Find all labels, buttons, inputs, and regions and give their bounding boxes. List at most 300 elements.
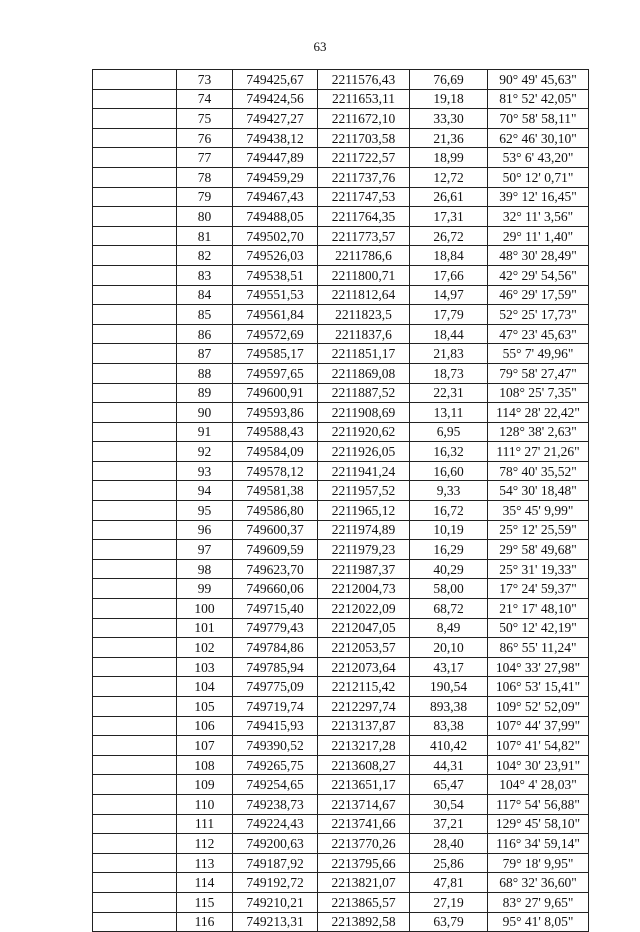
empty-cell xyxy=(93,324,177,344)
x-coordinate-cell: 749213,31 xyxy=(233,912,318,932)
x-coordinate-cell: 749192,72 xyxy=(233,873,318,893)
y-coordinate-cell: 2213865,57 xyxy=(318,892,410,912)
x-coordinate-cell: 749467,43 xyxy=(233,187,318,207)
direction-angle-cell: 106° 53' 15,41" xyxy=(488,677,589,697)
direction-angle-cell: 79° 18' 9,95" xyxy=(488,853,589,873)
direction-angle-cell: 21° 17' 48,10" xyxy=(488,599,589,619)
empty-cell xyxy=(93,912,177,932)
y-coordinate-cell: 2211703,58 xyxy=(318,128,410,148)
table-row xyxy=(93,775,589,795)
direction-angle-cell: 128° 38' 2,63" xyxy=(488,422,589,442)
table-row xyxy=(93,892,589,912)
distance-cell: 37,21 xyxy=(410,814,488,834)
point-number-cell: 112 xyxy=(177,834,233,854)
y-coordinate-cell: 2211764,35 xyxy=(318,207,410,227)
direction-angle-cell: 104° 30' 23,91" xyxy=(488,755,589,775)
empty-cell xyxy=(93,599,177,619)
point-number-cell: 73 xyxy=(177,70,233,90)
table-row xyxy=(93,148,589,168)
point-number-cell: 93 xyxy=(177,461,233,481)
empty-cell xyxy=(93,226,177,246)
table-row xyxy=(93,265,589,285)
y-coordinate-cell: 2212022,09 xyxy=(318,599,410,619)
y-coordinate-cell: 2211800,71 xyxy=(318,265,410,285)
point-number-cell: 81 xyxy=(177,226,233,246)
x-coordinate-cell: 749425,67 xyxy=(233,70,318,90)
empty-cell xyxy=(93,775,177,795)
direction-angle-cell: 111° 27' 21,26" xyxy=(488,442,589,462)
empty-cell xyxy=(93,716,177,736)
distance-cell: 28,40 xyxy=(410,834,488,854)
distance-cell: 12,72 xyxy=(410,167,488,187)
direction-angle-cell: 32° 11' 3,56" xyxy=(488,207,589,227)
empty-cell xyxy=(93,305,177,325)
distance-cell: 21,83 xyxy=(410,344,488,364)
point-number-cell: 79 xyxy=(177,187,233,207)
point-number-cell: 106 xyxy=(177,716,233,736)
point-number-cell: 86 xyxy=(177,324,233,344)
table-row xyxy=(93,324,589,344)
direction-angle-cell: 78° 40' 35,52" xyxy=(488,461,589,481)
distance-cell: 44,31 xyxy=(410,755,488,775)
x-coordinate-cell: 749488,05 xyxy=(233,207,318,227)
distance-cell: 58,00 xyxy=(410,579,488,599)
table-row xyxy=(93,540,589,560)
empty-cell xyxy=(93,755,177,775)
point-number-cell: 95 xyxy=(177,501,233,521)
direction-angle-cell: 39° 12' 16,45" xyxy=(488,187,589,207)
x-coordinate-cell: 749785,94 xyxy=(233,657,318,677)
direction-angle-cell: 25° 12' 25,59" xyxy=(488,520,589,540)
point-number-cell: 91 xyxy=(177,422,233,442)
table-row xyxy=(93,461,589,481)
empty-cell xyxy=(93,520,177,540)
distance-cell: 22,31 xyxy=(410,383,488,403)
empty-cell xyxy=(93,657,177,677)
x-coordinate-cell: 749210,21 xyxy=(233,892,318,912)
x-coordinate-cell: 749415,93 xyxy=(233,716,318,736)
empty-cell xyxy=(93,187,177,207)
y-coordinate-cell: 2211941,24 xyxy=(318,461,410,481)
point-number-cell: 96 xyxy=(177,520,233,540)
table-row xyxy=(93,305,589,325)
point-number-cell: 109 xyxy=(177,775,233,795)
direction-angle-cell: 108° 25' 7,35" xyxy=(488,383,589,403)
direction-angle-cell: 50° 12' 42,19" xyxy=(488,618,589,638)
point-number-cell: 74 xyxy=(177,89,233,109)
y-coordinate-cell: 2211987,37 xyxy=(318,559,410,579)
table-row xyxy=(93,226,589,246)
distance-cell: 26,61 xyxy=(410,187,488,207)
table-row xyxy=(93,207,589,227)
direction-angle-cell: 114° 28' 22,42" xyxy=(488,403,589,423)
x-coordinate-cell: 749254,65 xyxy=(233,775,318,795)
table-row xyxy=(93,363,589,383)
point-number-cell: 104 xyxy=(177,677,233,697)
distance-cell: 33,30 xyxy=(410,109,488,129)
table-row xyxy=(93,109,589,129)
direction-angle-cell: 54° 30' 18,48" xyxy=(488,481,589,501)
point-number-cell: 105 xyxy=(177,697,233,717)
empty-cell xyxy=(93,109,177,129)
x-coordinate-cell: 749660,06 xyxy=(233,579,318,599)
distance-cell: 18,73 xyxy=(410,363,488,383)
point-number-cell: 78 xyxy=(177,167,233,187)
x-coordinate-cell: 749561,84 xyxy=(233,305,318,325)
distance-cell: 26,72 xyxy=(410,226,488,246)
point-number-cell: 92 xyxy=(177,442,233,462)
point-number-cell: 82 xyxy=(177,246,233,266)
empty-cell xyxy=(93,461,177,481)
distance-cell: 14,97 xyxy=(410,285,488,305)
point-number-cell: 77 xyxy=(177,148,233,168)
point-number-cell: 101 xyxy=(177,618,233,638)
table-row xyxy=(93,246,589,266)
empty-cell xyxy=(93,265,177,285)
x-coordinate-cell: 749551,53 xyxy=(233,285,318,305)
table-row xyxy=(93,912,589,932)
empty-cell xyxy=(93,697,177,717)
table-row xyxy=(93,697,589,717)
page-number: 63 xyxy=(313,39,327,54)
distance-cell: 40,29 xyxy=(410,559,488,579)
point-number-cell: 76 xyxy=(177,128,233,148)
table-row xyxy=(93,442,589,462)
table-row xyxy=(93,344,589,364)
direction-angle-cell: 29° 58' 49,68" xyxy=(488,540,589,560)
y-coordinate-cell: 2213651,17 xyxy=(318,775,410,795)
y-coordinate-cell: 2211737,76 xyxy=(318,167,410,187)
table-row xyxy=(93,481,589,501)
empty-cell xyxy=(93,128,177,148)
table-row xyxy=(93,638,589,658)
distance-cell: 16,32 xyxy=(410,442,488,462)
y-coordinate-cell: 2213770,26 xyxy=(318,834,410,854)
point-number-cell: 88 xyxy=(177,363,233,383)
empty-cell xyxy=(93,442,177,462)
direction-angle-cell: 116° 34' 59,14" xyxy=(488,834,589,854)
distance-cell: 76,69 xyxy=(410,70,488,90)
y-coordinate-cell: 2211979,23 xyxy=(318,540,410,560)
distance-cell: 17,31 xyxy=(410,207,488,227)
direction-angle-cell: 104° 33' 27,98" xyxy=(488,657,589,677)
distance-cell: 10,19 xyxy=(410,520,488,540)
empty-cell xyxy=(93,363,177,383)
empty-cell xyxy=(93,422,177,442)
distance-cell: 16,72 xyxy=(410,501,488,521)
distance-cell: 65,47 xyxy=(410,775,488,795)
direction-angle-cell: 52° 25' 17,73" xyxy=(488,305,589,325)
point-number-cell: 100 xyxy=(177,599,233,619)
y-coordinate-cell: 2213137,87 xyxy=(318,716,410,736)
point-number-cell: 85 xyxy=(177,305,233,325)
y-coordinate-cell: 2211773,57 xyxy=(318,226,410,246)
y-coordinate-cell: 2213795,66 xyxy=(318,853,410,873)
y-coordinate-cell: 2213608,27 xyxy=(318,755,410,775)
y-coordinate-cell: 2211722,57 xyxy=(318,148,410,168)
direction-angle-cell: 129° 45' 58,10" xyxy=(488,814,589,834)
x-coordinate-cell: 749438,12 xyxy=(233,128,318,148)
point-number-cell: 89 xyxy=(177,383,233,403)
empty-cell xyxy=(93,70,177,90)
distance-cell: 16,29 xyxy=(410,540,488,560)
table-row xyxy=(93,89,589,109)
empty-cell xyxy=(93,814,177,834)
empty-cell xyxy=(93,246,177,266)
coordinates-table xyxy=(92,69,589,932)
distance-cell: 6,95 xyxy=(410,422,488,442)
point-number-cell: 99 xyxy=(177,579,233,599)
direction-angle-cell: 109° 52' 52,09" xyxy=(488,697,589,717)
distance-cell: 16,60 xyxy=(410,461,488,481)
point-number-cell: 110 xyxy=(177,794,233,814)
table-row xyxy=(93,677,589,697)
direction-angle-cell: 70° 58' 58,11" xyxy=(488,109,589,129)
distance-cell: 63,79 xyxy=(410,912,488,932)
direction-angle-cell: 29° 11' 1,40" xyxy=(488,226,589,246)
point-number-cell: 80 xyxy=(177,207,233,227)
point-number-cell: 98 xyxy=(177,559,233,579)
point-number-cell: 115 xyxy=(177,892,233,912)
empty-cell xyxy=(93,403,177,423)
empty-cell xyxy=(93,892,177,912)
table-row xyxy=(93,501,589,521)
table-row xyxy=(93,853,589,873)
direction-angle-cell: 107° 44' 37,99" xyxy=(488,716,589,736)
point-number-cell: 90 xyxy=(177,403,233,423)
x-coordinate-cell: 749502,70 xyxy=(233,226,318,246)
distance-cell: 43,17 xyxy=(410,657,488,677)
y-coordinate-cell: 2212004,73 xyxy=(318,579,410,599)
x-coordinate-cell: 749390,52 xyxy=(233,736,318,756)
point-number-cell: 84 xyxy=(177,285,233,305)
table-row xyxy=(93,755,589,775)
y-coordinate-cell: 2211837,6 xyxy=(318,324,410,344)
empty-cell xyxy=(93,736,177,756)
table-row xyxy=(93,403,589,423)
x-coordinate-cell: 749265,75 xyxy=(233,755,318,775)
x-coordinate-cell: 749784,86 xyxy=(233,638,318,658)
x-coordinate-cell: 749719,74 xyxy=(233,697,318,717)
y-coordinate-cell: 2212115,42 xyxy=(318,677,410,697)
table-row xyxy=(93,736,589,756)
direction-angle-cell: 90° 49' 45,63" xyxy=(488,70,589,90)
table-row xyxy=(93,873,589,893)
table-row xyxy=(93,794,589,814)
distance-cell: 25,86 xyxy=(410,853,488,873)
empty-cell xyxy=(93,677,177,697)
distance-cell: 18,44 xyxy=(410,324,488,344)
y-coordinate-cell: 2211823,5 xyxy=(318,305,410,325)
point-number-cell: 114 xyxy=(177,873,233,893)
point-number-cell: 94 xyxy=(177,481,233,501)
empty-cell xyxy=(93,501,177,521)
y-coordinate-cell: 2211965,12 xyxy=(318,501,410,521)
distance-cell: 190,54 xyxy=(410,677,488,697)
y-coordinate-cell: 2211672,10 xyxy=(318,109,410,129)
y-coordinate-cell: 2211887,52 xyxy=(318,383,410,403)
x-coordinate-cell: 749779,43 xyxy=(233,618,318,638)
empty-cell xyxy=(93,834,177,854)
distance-cell: 9,33 xyxy=(410,481,488,501)
x-coordinate-cell: 749200,63 xyxy=(233,834,318,854)
x-coordinate-cell: 749715,40 xyxy=(233,599,318,619)
distance-cell: 19,18 xyxy=(410,89,488,109)
y-coordinate-cell: 2211908,69 xyxy=(318,403,410,423)
y-coordinate-cell: 2213821,07 xyxy=(318,873,410,893)
y-coordinate-cell: 2213741,66 xyxy=(318,814,410,834)
direction-angle-cell: 107° 41' 54,82" xyxy=(488,736,589,756)
empty-cell xyxy=(93,285,177,305)
x-coordinate-cell: 749578,12 xyxy=(233,461,318,481)
x-coordinate-cell: 749538,51 xyxy=(233,265,318,285)
y-coordinate-cell: 2211851,17 xyxy=(318,344,410,364)
empty-cell xyxy=(93,148,177,168)
x-coordinate-cell: 749459,29 xyxy=(233,167,318,187)
direction-angle-cell: 68° 32' 36,60" xyxy=(488,873,589,893)
distance-cell: 21,36 xyxy=(410,128,488,148)
table-row xyxy=(93,716,589,736)
coordinates-table-body xyxy=(93,70,589,932)
x-coordinate-cell: 749526,03 xyxy=(233,246,318,266)
table-row xyxy=(93,70,589,90)
x-coordinate-cell: 749584,09 xyxy=(233,442,318,462)
x-coordinate-cell: 749187,92 xyxy=(233,853,318,873)
direction-angle-cell: 104° 4' 28,03" xyxy=(488,775,589,795)
y-coordinate-cell: 2211974,89 xyxy=(318,520,410,540)
table-row xyxy=(93,599,589,619)
distance-cell: 17,66 xyxy=(410,265,488,285)
table-row xyxy=(93,520,589,540)
direction-angle-cell: 83° 27' 9,65" xyxy=(488,892,589,912)
x-coordinate-cell: 749600,37 xyxy=(233,520,318,540)
y-coordinate-cell: 2211747,53 xyxy=(318,187,410,207)
table-row xyxy=(93,834,589,854)
empty-cell xyxy=(93,873,177,893)
point-number-cell: 97 xyxy=(177,540,233,560)
y-coordinate-cell: 2213714,67 xyxy=(318,794,410,814)
point-number-cell: 75 xyxy=(177,109,233,129)
x-coordinate-cell: 749238,73 xyxy=(233,794,318,814)
distance-cell: 893,38 xyxy=(410,697,488,717)
distance-cell: 20,10 xyxy=(410,638,488,658)
point-number-cell: 113 xyxy=(177,853,233,873)
direction-angle-cell: 81° 52' 42,05" xyxy=(488,89,589,109)
y-coordinate-cell: 2211920,62 xyxy=(318,422,410,442)
empty-cell xyxy=(93,207,177,227)
empty-cell xyxy=(93,89,177,109)
y-coordinate-cell: 2212297,74 xyxy=(318,697,410,717)
distance-cell: 410,42 xyxy=(410,736,488,756)
table-row xyxy=(93,187,589,207)
x-coordinate-cell: 749585,17 xyxy=(233,344,318,364)
empty-cell xyxy=(93,579,177,599)
distance-cell: 68,72 xyxy=(410,599,488,619)
y-coordinate-cell: 2211926,05 xyxy=(318,442,410,462)
distance-cell: 18,84 xyxy=(410,246,488,266)
y-coordinate-cell: 2211786,6 xyxy=(318,246,410,266)
distance-cell: 13,11 xyxy=(410,403,488,423)
y-coordinate-cell: 2211576,43 xyxy=(318,70,410,90)
direction-angle-cell: 35° 45' 9,99" xyxy=(488,501,589,521)
direction-angle-cell: 95° 41' 8,05" xyxy=(488,912,589,932)
direction-angle-cell: 48° 30' 28,49" xyxy=(488,246,589,266)
y-coordinate-cell: 2212047,05 xyxy=(318,618,410,638)
distance-cell: 18,99 xyxy=(410,148,488,168)
distance-cell: 27,19 xyxy=(410,892,488,912)
x-coordinate-cell: 749593,86 xyxy=(233,403,318,423)
empty-cell xyxy=(93,559,177,579)
point-number-cell: 103 xyxy=(177,657,233,677)
y-coordinate-cell: 2212073,64 xyxy=(318,657,410,677)
table-row xyxy=(93,559,589,579)
empty-cell xyxy=(93,540,177,560)
point-number-cell: 102 xyxy=(177,638,233,658)
empty-cell xyxy=(93,794,177,814)
table-row xyxy=(93,285,589,305)
empty-cell xyxy=(93,618,177,638)
table-row xyxy=(93,167,589,187)
empty-cell xyxy=(93,481,177,501)
table-row xyxy=(93,383,589,403)
direction-angle-cell: 55° 7' 49,96" xyxy=(488,344,589,364)
x-coordinate-cell: 749600,91 xyxy=(233,383,318,403)
direction-angle-cell: 79° 58' 27,47" xyxy=(488,363,589,383)
direction-angle-cell: 47° 23' 45,63" xyxy=(488,324,589,344)
table-row xyxy=(93,657,589,677)
point-number-cell: 116 xyxy=(177,912,233,932)
y-coordinate-cell: 2212053,57 xyxy=(318,638,410,658)
empty-cell xyxy=(93,638,177,658)
point-number-cell: 83 xyxy=(177,265,233,285)
direction-angle-cell: 53° 6' 43,20" xyxy=(488,148,589,168)
distance-cell: 83,38 xyxy=(410,716,488,736)
empty-cell xyxy=(93,383,177,403)
table-row xyxy=(93,422,589,442)
direction-angle-cell: 86° 55' 11,24" xyxy=(488,638,589,658)
empty-cell xyxy=(93,853,177,873)
x-coordinate-cell: 749775,09 xyxy=(233,677,318,697)
table-row xyxy=(93,814,589,834)
y-coordinate-cell: 2211869,08 xyxy=(318,363,410,383)
distance-cell: 47,81 xyxy=(410,873,488,893)
empty-cell xyxy=(93,167,177,187)
point-number-cell: 111 xyxy=(177,814,233,834)
y-coordinate-cell: 2213217,28 xyxy=(318,736,410,756)
y-coordinate-cell: 2213892,58 xyxy=(318,912,410,932)
table-row xyxy=(93,128,589,148)
x-coordinate-cell: 749581,38 xyxy=(233,481,318,501)
distance-cell: 8,49 xyxy=(410,618,488,638)
empty-cell xyxy=(93,344,177,364)
y-coordinate-cell: 2211957,52 xyxy=(318,481,410,501)
table-row xyxy=(93,579,589,599)
x-coordinate-cell: 749447,89 xyxy=(233,148,318,168)
y-coordinate-cell: 2211812,64 xyxy=(318,285,410,305)
x-coordinate-cell: 749424,56 xyxy=(233,89,318,109)
direction-angle-cell: 46° 29' 17,59" xyxy=(488,285,589,305)
y-coordinate-cell: 2211653,11 xyxy=(318,89,410,109)
distance-cell: 17,79 xyxy=(410,305,488,325)
direction-angle-cell: 117° 54' 56,88" xyxy=(488,794,589,814)
direction-angle-cell: 42° 29' 54,56" xyxy=(488,265,589,285)
x-coordinate-cell: 749572,69 xyxy=(233,324,318,344)
direction-angle-cell: 50° 12' 0,71" xyxy=(488,167,589,187)
point-number-cell: 87 xyxy=(177,344,233,364)
x-coordinate-cell: 749609,59 xyxy=(233,540,318,560)
x-coordinate-cell: 749623,70 xyxy=(233,559,318,579)
x-coordinate-cell: 749586,80 xyxy=(233,501,318,521)
